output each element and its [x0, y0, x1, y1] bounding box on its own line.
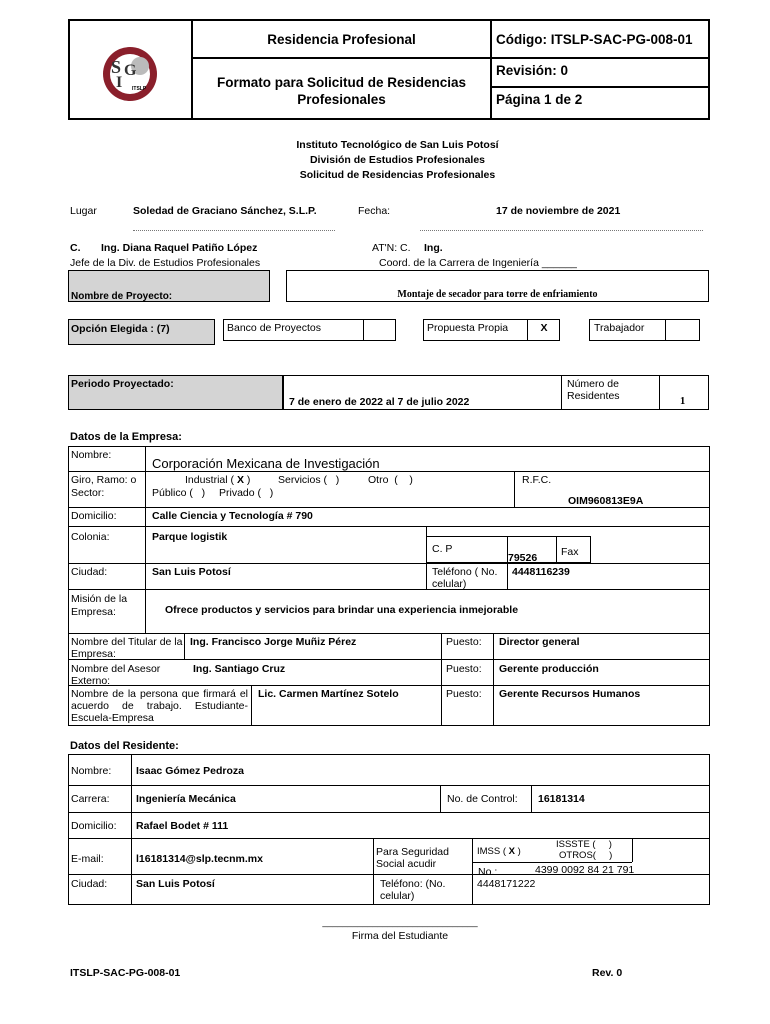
- signature-label: Firma del Estudiante: [351, 930, 449, 942]
- domicilio-value: Calle Ciencia y Tecnología # 790: [152, 510, 313, 522]
- company-telefono-label: Teléfono ( No. celular): [432, 566, 498, 590]
- mision-value: Ofrece productos y servicios para brindar una experiencia inmejorable: [165, 604, 519, 616]
- logo-caption: ITSLP: [132, 86, 147, 92]
- nss-label: No.:: [478, 866, 498, 878]
- option-label: Opción Elegida : (7): [71, 323, 170, 335]
- colonia-value: Parque logistik: [152, 531, 228, 543]
- firma-puesto-value: Gerente Recursos Humanos: [499, 688, 641, 700]
- rfc-value: OIM960813E9A: [568, 495, 644, 507]
- fecha-underline: [420, 230, 703, 231]
- resident-domicilio-value: Rafael Bodet # 111: [136, 820, 229, 832]
- resident-control-label: No. de Control:: [447, 793, 518, 805]
- asesor-puesto-value: Gerente producción: [499, 663, 599, 675]
- giro-privado[interactable]: Privado ( ): [219, 487, 274, 499]
- rfc-label: R.F.C.: [522, 474, 552, 486]
- logo-letter-g: G: [124, 62, 137, 79]
- domicilio-label: Domicilio:: [71, 510, 117, 522]
- resident-email-label: E-mail:: [71, 853, 104, 865]
- resident-domicilio-label: Domicilio:: [71, 820, 117, 832]
- footer-code: ITSLP-SAC-PG-008-01: [70, 967, 181, 979]
- company-section-title: Datos de la Empresa:: [70, 431, 182, 443]
- imss-close: ): [517, 846, 521, 857]
- header-title: Residencia Profesional: [267, 32, 416, 47]
- resident-carrera-value: Ingeniería Mecánica: [136, 793, 236, 805]
- residentes-label: Número de Residentes: [567, 378, 620, 402]
- option-propuesta-label: Propuesta Propia: [427, 322, 509, 334]
- asesor-puesto-label: Puesto:: [446, 663, 482, 675]
- institution-line1: Instituto Tecnológico de San Luis Potosí: [296, 139, 499, 151]
- option-banco-check[interactable]: [364, 321, 396, 339]
- fax-label: Fax: [561, 546, 579, 558]
- resident-control-value: 16181314: [538, 793, 585, 805]
- company-ciudad-label: Ciudad:: [71, 566, 108, 578]
- option-propuesta-check[interactable]: X: [540, 322, 548, 334]
- recipient-name: Ing. Diana Raquel Patiño López: [101, 242, 258, 254]
- project-name-value: Montaje de secador para torre de enfriamiento: [397, 289, 598, 300]
- giro-industrial-close: ): [246, 474, 251, 486]
- periodo-value: 7 de enero de 2022 al 7 de julio 2022: [289, 396, 470, 408]
- giro-industrial-label: Industrial (: [185, 474, 235, 486]
- resident-nombre-value: Isaac Gómez Pedroza: [136, 765, 244, 777]
- header-code: Código: ITSLP-SAC-PG-008-01: [496, 32, 693, 47]
- resident-nombre-label: Nombre:: [71, 765, 112, 777]
- mision-label: Misión de la Empresa:: [71, 593, 128, 618]
- giro-industrial-check[interactable]: X: [236, 474, 244, 486]
- resident-ciudad-label: Ciudad:: [71, 878, 108, 890]
- otros-option[interactable]: OTROS( ): [559, 850, 613, 861]
- nss-value: 4399 0092 84 21 791: [535, 864, 635, 876]
- header-page: Página 1 de 2: [496, 92, 583, 107]
- titular-label: Nombre del Titular de la Empresa:: [71, 636, 183, 660]
- giro-otro[interactable]: Otro ( ): [368, 474, 413, 486]
- asesor-value: Ing. Santiago Cruz: [193, 663, 286, 675]
- cp-value: 79526: [508, 552, 538, 564]
- asesor-label: Nombre del Asesor Externo:: [71, 663, 161, 687]
- firma-persona-value: Lic. Carmen Martínez Sotelo: [258, 688, 399, 700]
- logo: [94, 44, 166, 104]
- lugar-underline: [133, 230, 335, 231]
- resident-telefono-label: Teléfono: (No. celular): [380, 878, 446, 902]
- giro-publico[interactable]: Público ( ): [152, 487, 206, 499]
- fecha-value: 17 de noviembre de 2021: [496, 205, 621, 217]
- signature-line: _______________________________: [322, 917, 478, 927]
- header-format: Formato para Solicitud de Residencias Profesionales: [216, 75, 467, 107]
- titular-puesto-label: Puesto:: [446, 636, 482, 648]
- firma-persona-label: Nombre de la persona que firmará el acuerdo de trabajo. Estudiante-Escuela-Empresa: [71, 688, 248, 724]
- imss-option: [477, 846, 521, 857]
- resident-section-title: Datos del Residente:: [70, 740, 179, 752]
- titular-value: Ing. Francisco Jorge Muñiz Pérez: [190, 636, 357, 648]
- colonia-label: Colonia:: [71, 531, 110, 543]
- resident-ciudad-value: San Luis Potosí: [136, 878, 215, 890]
- resident-email-value: l16181314@slp.tecnm.mx: [136, 853, 263, 865]
- resident-carrera-label: Carrera:: [71, 793, 110, 805]
- firma-puesto-label: Puesto:: [446, 688, 482, 700]
- coord-label: Coord. de la Carrera de Ingeniería ______: [379, 257, 577, 269]
- issste-option[interactable]: ISSSTE ( ): [556, 839, 612, 850]
- imss-check[interactable]: X: [508, 846, 516, 857]
- residentes-value: 1: [680, 396, 686, 407]
- company-nombre-label: Nombre:: [71, 449, 112, 461]
- imss-label: IMSS (: [477, 846, 507, 857]
- giro-servicios[interactable]: Servicios ( ): [278, 474, 340, 486]
- attn-name: Ing.: [424, 242, 443, 254]
- titular-puesto-value: Director general: [499, 636, 580, 648]
- giro-industrial: [185, 474, 250, 486]
- attn-label: AT'N: C.: [372, 242, 411, 254]
- cp-label: C. P: [432, 543, 453, 555]
- lugar-value: Soledad de Graciano Sánchez, S.L.P.: [133, 205, 317, 217]
- institution-line2: División de Estudios Profesionales: [309, 154, 486, 166]
- header-revision: Revisión: 0: [496, 63, 569, 78]
- option-trabajador-label: Trabajador: [594, 322, 645, 334]
- option-banco-label: Banco de Proyectos: [227, 322, 321, 334]
- recipient-c: C.: [70, 242, 81, 254]
- recipient-role: Jefe de la Div. de Estudios Profesionales: [70, 257, 261, 269]
- company-telefono-value: 4448116239: [512, 566, 570, 578]
- project-name-label: Nombre de Proyecto:: [71, 291, 173, 302]
- logo-letter-s: S: [111, 57, 122, 77]
- logo-letter-i: I: [116, 74, 123, 91]
- footer-rev: Rev. 0: [592, 967, 623, 979]
- periodo-label: Periodo Proyectado:: [71, 378, 174, 390]
- company-ciudad-value: San Luis Potosí: [152, 566, 231, 578]
- giro-label: Giro, Ramo: o Sector:: [71, 474, 137, 499]
- fecha-label: Fecha:: [358, 205, 391, 217]
- lugar-label: Lugar: [70, 205, 97, 217]
- company-nombre-value: Corporación Mexicana de Investigación: [152, 456, 380, 471]
- resident-telefono-value: 4448171222: [477, 878, 536, 890]
- seguridad-social-label: Para Seguridad Social acudir: [376, 846, 449, 870]
- institution-line3: Solicitud de Residencias Profesionales: [299, 169, 496, 181]
